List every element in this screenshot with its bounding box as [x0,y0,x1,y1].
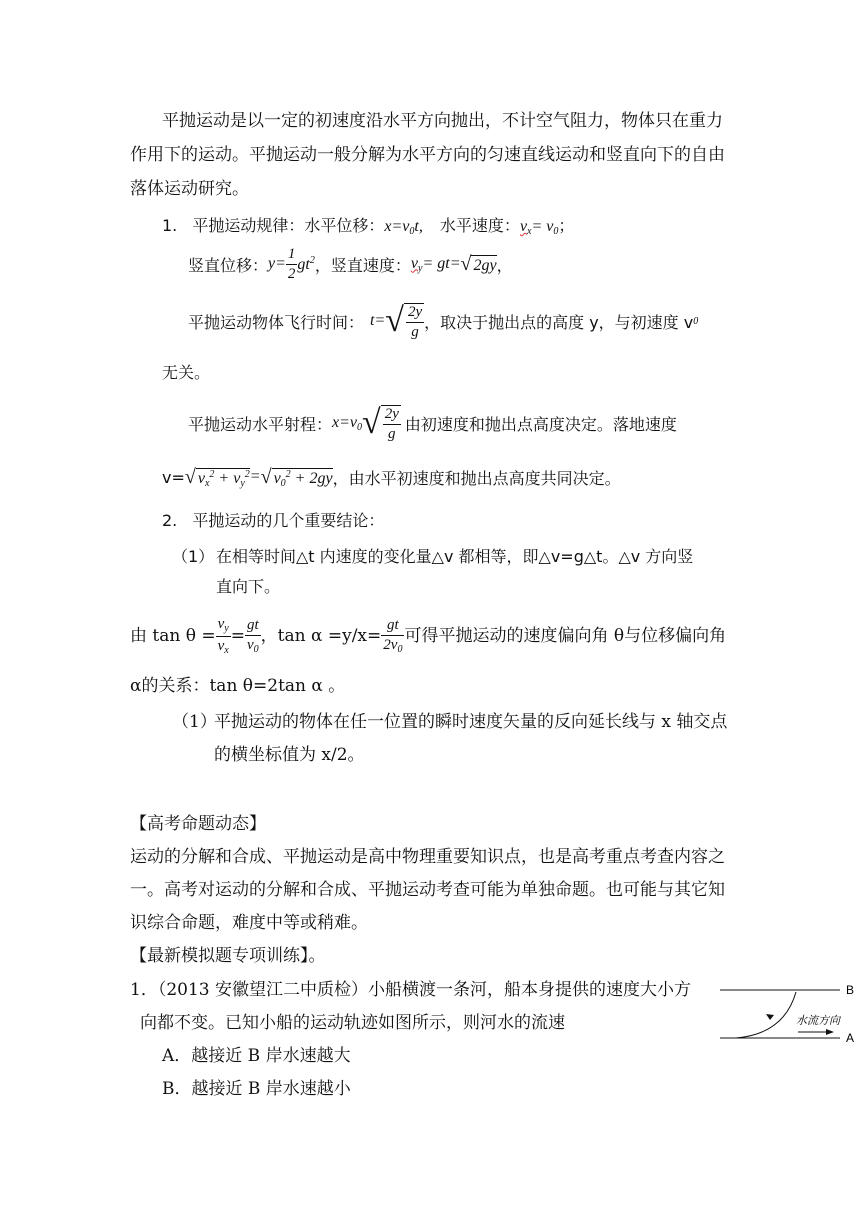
range-line [188,396,677,450]
conclusion-1-line-1: 在相等时间△t 内速度的变化量△v 都相等，即△v=g△t。△v 方向竖 [216,547,694,566]
trend-heading: 【高考命题动态】 [130,814,266,834]
trajectory-arrow-icon [766,1014,774,1020]
trend-line-2: 一。高考对运动的分解和合成、平抛运动考查可能为单独命题。也可能与其它知 [130,880,725,900]
v-root-2: √ $v_0^2 + 2gy$ [260,465,333,489]
disp-gt: $gt^2$ [297,254,315,273]
vy-expr: $v_y= gt=$ [410,254,461,274]
flow-direction-label: 水流方向 [796,1014,840,1027]
law-number: 1. [162,216,178,235]
angle-relation: α的关系：tan θ=2tan α 。 [130,676,346,696]
flow-arrow-icon [826,1029,834,1035]
tan-mid: ，tan α =y/x= [260,626,382,646]
question-1-line-2: 向都不变。已知小船的运动轨迹如图所示，则河水的流速 [140,1013,565,1033]
trend-line-1: 运动的分解和合成、平抛运动是高中物理重要知识点，也是高考重点考查内容之 [130,847,725,867]
tan-relation-line [130,612,726,660]
disp-label: 竖直位移： [188,255,269,275]
range-root: √ $\frac{2y}{g}$ [362,404,399,442]
vy-root: √ 2gy [460,252,497,275]
v-label: v= [162,467,185,487]
question-1-line-1: 1．（2013 安徽望江二中质检）小船横渡一条河，船本身提供的速度大小方 [130,980,691,1000]
conclusion-2-number: （1） [172,712,217,732]
vy-end: ， [496,255,513,275]
trend-line-3: 识综合命题，难度中等或稍难。 [130,913,368,933]
law-title: 平抛运动规律：水平位移： [192,216,385,235]
tan-prefix: 由 tan θ = [130,626,216,646]
option-b[interactable]: B．越接近 B 岸水速越小 [162,1079,351,1099]
river-figure [712,980,858,1056]
unrelated-text: 无关。 [162,363,211,382]
disp-y: y= [268,255,286,272]
range-desc: 由初速度和抛出点高度决定。落地速度 [404,414,677,434]
v-root-1: √ $v_x^2 + v_y^2$ [184,465,250,489]
landing-speed-line [162,462,621,492]
v-desc: ，由水平初速度和抛出点高度共同决定。 [332,468,621,488]
law-vertical-line [188,244,513,284]
range-x: $x=v_0$ [332,413,363,433]
time-desc: ，取决于抛出点的高度 y，与初速度 v [424,312,694,332]
intro-line-2: 作用下的运动。平抛运动一般分解为水平方向的匀速直线运动和竖直向下的自由 [130,145,725,165]
conclusion-1-line-2: 直向下。 [216,577,281,596]
label-b: B [846,983,855,997]
law-vx-end: ； [558,216,575,235]
conclusions-heading [162,508,384,531]
time-label: 平抛运动物体飞行时间： [188,312,365,332]
conclusion-1-number: （1） [172,547,215,566]
option-a[interactable]: A．越接近 B 岸水速越大 [162,1046,351,1066]
law-x-expr: $x=v_0t$, [384,218,423,237]
tan-suffix: 可得平抛运动的速度偏向角 θ与位移偏向角 [404,626,727,646]
vy-over-vx-fraction: $\frac{v_y}{v_x}$ [217,615,229,656]
training-heading: 【最新模拟题专项训练】。 [130,946,326,966]
law-vx-label: 水平速度： [439,216,520,235]
vy-label: ，竖直速度： [314,255,411,275]
range-label: 平抛运动水平射程： [188,414,333,434]
label-a: A [846,1031,855,1045]
time-t: t= [370,312,386,329]
conclusions-title: 平抛运动的几个重要结论： [192,511,385,530]
time-root: √ $\frac{2y}{g}$ [385,302,423,340]
conclusions-number: 2. [162,511,178,530]
law-section [162,213,574,237]
law-vx-expr: $v_x= v_0$ [519,218,559,237]
time-sub: 0 [693,315,699,327]
intro-line-3: 落体运动研究。 [130,179,249,199]
v-eq: = [249,468,261,485]
gt-over-v0-fraction: $\frac{gt}{v_0}$ [246,616,259,655]
disp-half-fraction: $\frac{1}{2}$ [287,245,296,282]
conclusion-2-line-1: 平抛运动的物体在任一位置的瞬时速度矢量的反向延长线与 x 轴交点 [214,712,728,732]
intro-line-1: 平抛运动是以一定的初速度沿水平方向抛出，不计空气阻力，物体只在重力 [162,111,723,131]
boat-trajectory [736,992,796,1038]
tan-eq: = [230,626,245,646]
conclusion-2-line-2: 的横坐标值为 x/2。 [214,745,365,765]
time-line [188,294,698,348]
gt-over-2v0-fraction: $\frac{gt}{2v_0}$ [383,616,403,655]
